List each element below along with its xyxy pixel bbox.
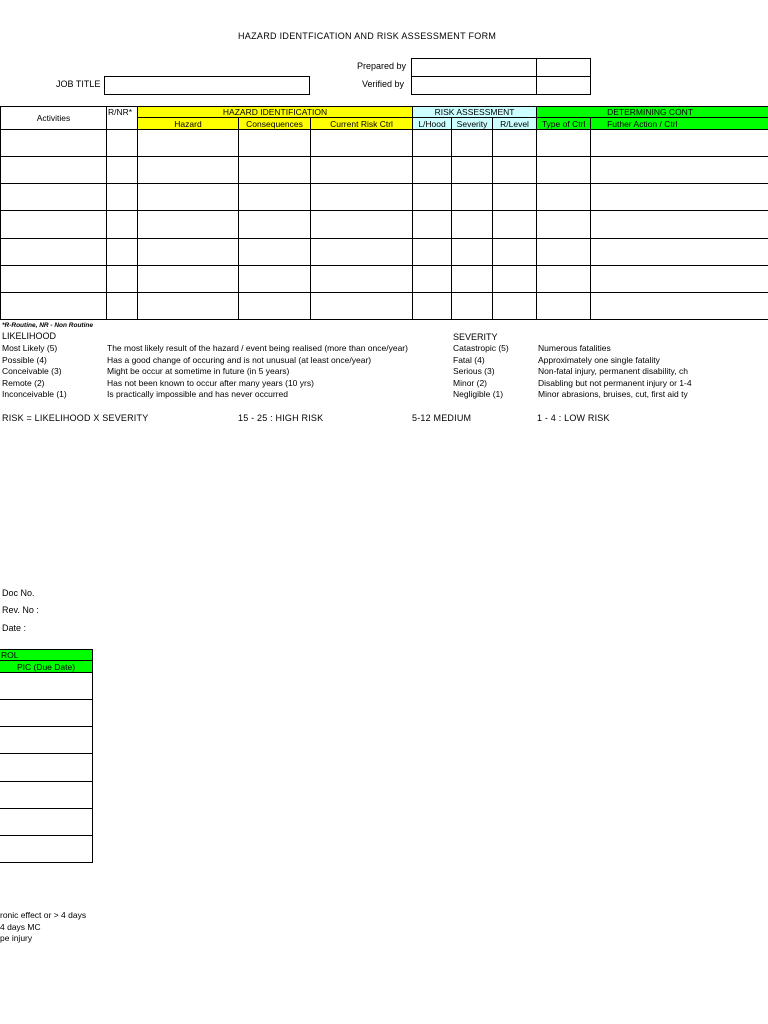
consequences-header: Consequences [239, 118, 311, 130]
table-row [0, 673, 93, 700]
severity-level: Fatal (4) [453, 354, 485, 365]
prepared-by-label: Prepared by [357, 61, 407, 71]
footnote: *R-Routine, NR - Non Routine [2, 322, 93, 329]
table-cell[interactable] [591, 293, 768, 320]
likelihood-descriptions [107, 343, 408, 401]
severity-heading: SEVERITY [453, 332, 498, 342]
table-cell[interactable] [239, 130, 311, 157]
table-cell[interactable] [493, 130, 537, 157]
table-cell[interactable] [591, 266, 768, 293]
likelihood-description: The most likely result of the hazard / event being realised (more than once/year) [107, 343, 408, 353]
verified-by-field[interactable] [411, 76, 537, 95]
table-row [1, 130, 768, 157]
rlevel-header: R/Level [493, 118, 537, 130]
table-cell[interactable] [537, 239, 591, 266]
table-cell[interactable] [413, 239, 452, 266]
likelihood-description: Has a good change of occuring and is not unusual (at least once/year) [107, 354, 372, 365]
likelihood-description: Is practically impossible and has never occurred [107, 389, 288, 400]
control-fragment-header: ROL [0, 650, 93, 661]
table-cell[interactable] [107, 184, 138, 211]
table-row [0, 809, 93, 836]
table-cell[interactable] [138, 266, 239, 293]
table-cell[interactable] [1, 211, 107, 239]
table-cell[interactable] [0, 673, 93, 700]
table-cell[interactable] [493, 157, 537, 184]
prepared-by-sign-field[interactable] [536, 58, 591, 77]
table-cell[interactable] [239, 211, 311, 239]
table-cell[interactable] [1, 239, 107, 266]
table-cell[interactable] [591, 239, 768, 266]
table-cell[interactable] [452, 130, 493, 157]
rnr-header: R/NR* [107, 107, 138, 130]
table-cell[interactable] [537, 157, 591, 184]
table-cell[interactable] [138, 157, 239, 184]
likelihood-description: Might be occur at sometime in future (in 5 years) [107, 366, 290, 377]
prepared-by-field[interactable] [411, 58, 537, 77]
overflow-line: 4 days MC [0, 921, 41, 932]
likelihood-level: Inconceivable (1) [2, 389, 67, 400]
table-row [1, 239, 768, 266]
table-cell[interactable] [239, 293, 311, 320]
likelihood-level: Remote (2) [2, 377, 45, 388]
table-cell[interactable] [138, 184, 239, 211]
table-cell[interactable] [311, 184, 413, 211]
table-cell[interactable] [138, 211, 239, 239]
table-cell[interactable] [591, 211, 768, 239]
table-cell[interactable] [493, 293, 537, 320]
table-cell[interactable] [493, 184, 537, 211]
further-action-header: Futher Action / Ctrl [591, 118, 768, 130]
table-cell[interactable] [591, 130, 768, 157]
table-cell[interactable] [0, 727, 93, 754]
hazard-table [0, 106, 768, 320]
verified-by-label: Verified by [362, 79, 405, 89]
table-cell[interactable] [138, 239, 239, 266]
table-cell[interactable] [1, 266, 107, 293]
table-cell[interactable] [0, 836, 93, 863]
table-cell[interactable] [452, 184, 493, 211]
current-risk-ctrl-header: Current Risk Ctrl [311, 118, 413, 130]
table-cell[interactable] [413, 157, 452, 184]
table-row [1, 293, 768, 320]
table-cell[interactable] [239, 239, 311, 266]
doc-no-label: Doc No. [2, 588, 35, 598]
table-cell[interactable] [311, 293, 413, 320]
overflow-line: ronic effect or > 4 days [0, 910, 87, 920]
severity-levels [453, 343, 509, 401]
likelihood-levels [2, 343, 67, 401]
table-cell[interactable] [138, 130, 239, 157]
job-title-label: JOB TITLE [56, 79, 101, 89]
table-cell[interactable] [0, 754, 93, 782]
pic-due-date-header: PIC (Due Date) [0, 661, 93, 673]
table-row [1, 157, 768, 184]
table-cell[interactable] [413, 184, 452, 211]
table-cell[interactable] [452, 239, 493, 266]
form-title: HAZARD IDENTFICATION AND RISK ASSESSMENT FORM [238, 31, 497, 41]
severity-description: Minor abrasions, bruises, cut, first aid ty [538, 389, 688, 400]
table-cell[interactable] [537, 184, 591, 211]
table-cell[interactable] [107, 239, 138, 266]
table-cell[interactable] [107, 211, 138, 239]
hazard-identification-header: HAZARD IDENTIFICATION [138, 107, 413, 118]
severity-level: Negligible (1) [453, 389, 504, 400]
severity-description: Disabling but not permanent injury or 1-4 [538, 377, 692, 388]
date-label: Date : [2, 623, 27, 633]
severity-level: Catastropic (5) [453, 343, 509, 353]
table-cell[interactable] [1, 184, 107, 211]
risk-assessment-header: RISK ASSESSMENT [413, 107, 537, 118]
severity-description: Approximately one single fatality [538, 354, 660, 365]
likelihood-heading: LIKELIHOOD [2, 331, 57, 341]
severity-level: Minor (2) [453, 377, 488, 388]
table-cell[interactable] [138, 293, 239, 320]
severity-level: Serious (3) [453, 366, 495, 377]
table-cell[interactable] [0, 809, 93, 836]
table-cell[interactable] [311, 211, 413, 239]
table-row [1, 184, 768, 211]
overflow-line: pe injury [0, 933, 33, 944]
table-cell[interactable] [493, 211, 537, 239]
severity-description: Numerous fatalities [538, 343, 611, 353]
table-cell[interactable] [311, 130, 413, 157]
likelihood-level: Most Likely (5) [2, 343, 58, 353]
severity-header: Severity [452, 118, 493, 130]
table-row [0, 836, 93, 863]
table-row [0, 727, 93, 754]
table-cell[interactable] [107, 157, 138, 184]
table-cell[interactable] [1, 130, 107, 157]
table-cell[interactable] [452, 211, 493, 239]
hazard-header: Hazard [138, 118, 239, 130]
table-row [1, 211, 768, 239]
table-cell[interactable] [493, 266, 537, 293]
likelihood-level: Possible (4) [2, 354, 47, 365]
overflow-text [0, 910, 86, 945]
table-cell[interactable] [452, 293, 493, 320]
table-cell[interactable] [1, 157, 107, 184]
table-cell[interactable] [452, 266, 493, 293]
table-cell[interactable] [537, 293, 591, 320]
table-cell[interactable] [239, 266, 311, 293]
determining-control-header: DETERMINING CONT [537, 107, 768, 118]
table-cell[interactable] [0, 782, 93, 809]
table-row [1, 266, 768, 293]
type-of-ctrl-header: Type of Ctrl [537, 118, 591, 130]
severity-description: Non-fatal injury, permanent disability, ch [538, 366, 688, 377]
table-cell[interactable] [452, 157, 493, 184]
lhood-header: L/Hood [413, 118, 452, 130]
risk-formula: RISK = LIKELIHOOD X SEVERITY [2, 413, 149, 423]
severity-descriptions [538, 343, 768, 401]
activities-header: Activities [1, 107, 107, 130]
table-cell[interactable] [413, 130, 452, 157]
table-row [0, 700, 93, 727]
table-row [0, 754, 93, 782]
table-cell[interactable] [311, 239, 413, 266]
table-cell[interactable] [107, 130, 138, 157]
table-cell[interactable] [537, 211, 591, 239]
table-cell[interactable] [107, 293, 138, 320]
risk-medium: 5-12 MEDIUM [412, 413, 472, 423]
table-cell[interactable] [591, 157, 768, 184]
table-cell[interactable] [0, 700, 93, 727]
table-row [0, 782, 93, 809]
rev-no-label: Rev. No : [2, 605, 39, 615]
control-continuation-table [0, 649, 93, 863]
table-cell[interactable] [413, 293, 452, 320]
table-cell[interactable] [413, 211, 452, 239]
table-cell[interactable] [493, 239, 537, 266]
table-cell[interactable] [413, 266, 452, 293]
table-cell[interactable] [537, 266, 591, 293]
job-title-field[interactable] [104, 76, 310, 95]
verified-by-sign-field[interactable] [536, 76, 591, 95]
table-cell[interactable] [239, 157, 311, 184]
table-cell[interactable] [591, 184, 768, 211]
risk-high: 15 - 25 : HIGH RISK [238, 413, 324, 423]
table-cell[interactable] [311, 266, 413, 293]
table-cell[interactable] [311, 157, 413, 184]
risk-low: 1 - 4 : LOW RISK [537, 413, 610, 423]
table-cell[interactable] [107, 266, 138, 293]
table-cell[interactable] [1, 293, 107, 320]
likelihood-level: Conceivable (3) [2, 366, 62, 377]
likelihood-description: Has not been known to occur after many years (10 yrs) [107, 377, 314, 388]
table-cell[interactable] [239, 184, 311, 211]
table-cell[interactable] [537, 130, 591, 157]
